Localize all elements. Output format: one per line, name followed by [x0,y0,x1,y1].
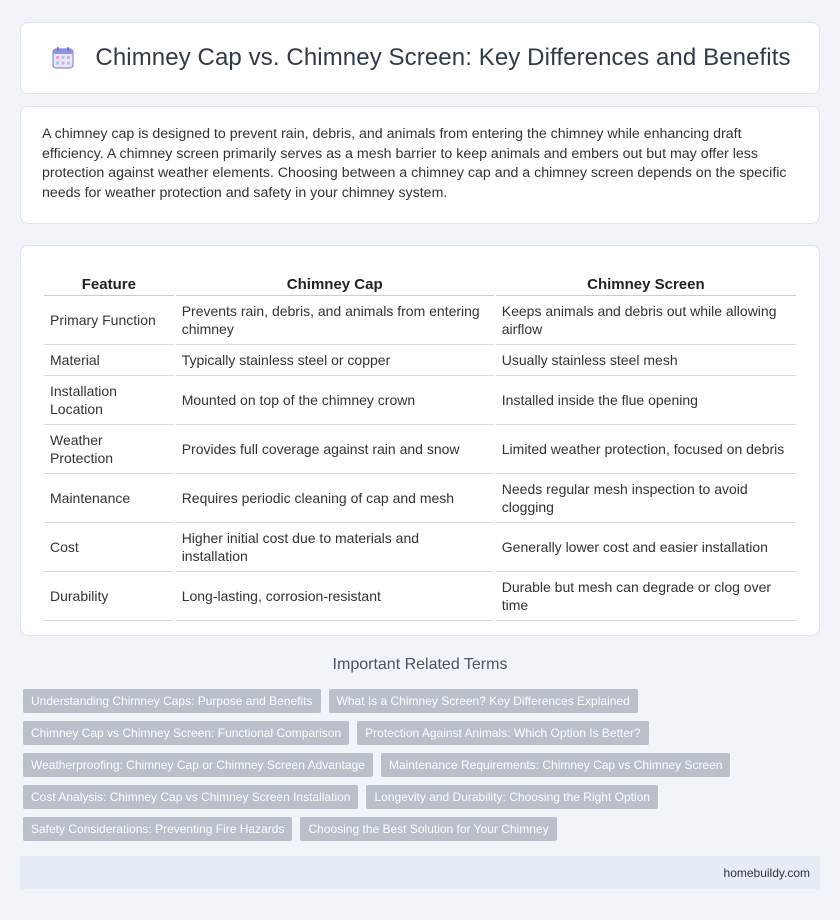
related-term-tag[interactable]: What Is a Chimney Screen? Key Differences Explained [329,689,638,713]
chimney-cap-cell: Prevents rain, debris, and animals from entering chimney [176,296,494,345]
table-row [44,523,796,572]
calendar-grid-icon [49,44,77,72]
chimney-screen-cell: Durable but mesh can degrade or clog over time [496,572,796,621]
header-chimney-cap: Chimney Cap [176,266,494,296]
chimney-cap-cell: Provides full coverage against rain and snow [176,425,494,474]
chimney-cap-cell: Mounted on top of the chimney crown [176,376,494,425]
related-terms-list [23,689,743,841]
table-row [44,572,796,621]
related-term-tag[interactable]: Weatherproofing: Chimney Cap or Chimney Screen Advantage [23,753,373,777]
chimney-cap-cell: Typically stainless steel or copper [176,345,494,376]
intro-paragraph: A chimney cap is designed to prevent rain, debris, and animals from entering the chimney while enhancing draft efficiency. A chimney screen primarily serves as a mesh barrier to keep animals and embers out but may offer less protection against weather elements. Choosing between a chimney cap and a chimney screen depends on the specific needs for weather protection and safety in your chimney system. [42,126,787,201]
chimney-screen-cell: Generally lower cost and easier installation [496,523,796,572]
related-term-tag[interactable]: Maintenance Requirements: Chimney Cap vs Chimney Screen [381,753,731,777]
table-row [44,425,796,474]
feature-cell: Maintenance [44,474,174,523]
related-term-tag[interactable]: Understanding Chimney Caps: Purpose and Benefits [23,689,321,713]
comparison-table [42,266,798,621]
related-term-tag[interactable]: Cost Analysis: Chimney Cap vs Chimney Screen Installation [23,785,358,809]
feature-cell: Material [44,345,174,376]
feature-cell: Weather Protection [44,425,174,474]
chimney-screen-cell: Usually stainless steel mesh [496,345,796,376]
chimney-screen-cell: Keeps animals and debris out while allowing airflow [496,296,796,345]
header-feature: Feature [44,266,174,296]
footer-site-link[interactable]: homebuildy.com [723,865,810,880]
table-header-row [44,266,796,296]
table-row [44,296,796,345]
page-title: Chimney Cap vs. Chimney Screen: Key Differences and Benefits [95,44,791,71]
chimney-cap-cell: Requires periodic cleaning of cap and mesh [176,474,494,523]
chimney-screen-cell: Limited weather protection, focused on debris [496,425,796,474]
header-card [20,22,820,94]
feature-cell: Durability [44,572,174,621]
related-term-tag[interactable]: Protection Against Animals: Which Option Is Better? [357,721,648,745]
related-terms-heading: Important Related Terms [332,656,508,673]
chimney-cap-cell: Long-lasting, corrosion-resistant [176,572,494,621]
related-term-tag[interactable]: Longevity and Durability: Choosing the Right Option [366,785,658,809]
related-term-tag[interactable]: Safety Considerations: Preventing Fire Hazards [23,817,292,841]
chimney-screen-cell: Needs regular mesh inspection to avoid clogging [496,474,796,523]
chimney-cap-cell: Higher initial cost due to materials and installation [176,523,494,572]
chimney-screen-cell: Installed inside the flue opening [496,376,796,425]
table-row [44,474,796,523]
footer [20,856,820,889]
comparison-card [20,245,820,636]
table-row [44,376,796,425]
feature-cell: Primary Function [44,296,174,345]
related-term-tag[interactable]: Chimney Cap vs Chimney Screen: Functional Comparison [23,721,349,745]
table-row [44,345,796,376]
related-term-tag[interactable]: Choosing the Best Solution for Your Chimney [300,817,556,841]
header-chimney-screen: Chimney Screen [496,266,796,296]
feature-cell: Cost [44,523,174,572]
feature-cell: Installation Location [44,376,174,425]
intro-card [20,106,820,224]
